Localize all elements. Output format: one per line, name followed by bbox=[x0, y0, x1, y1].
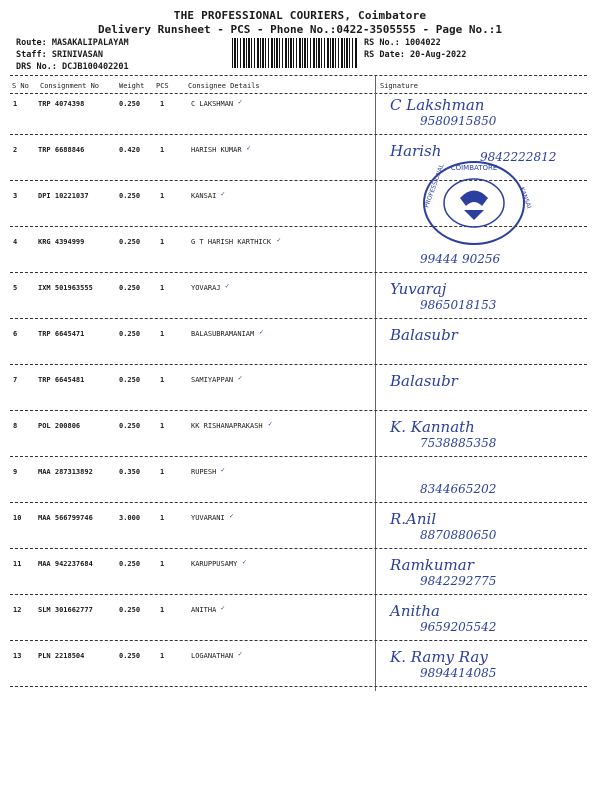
row-separator bbox=[10, 502, 587, 503]
stamp-top-text: COIMBATORE bbox=[450, 164, 498, 172]
row-weight: 3.000 bbox=[119, 514, 141, 522]
row-consignment: DPI 10221037 bbox=[38, 192, 89, 200]
row-sno: 7 bbox=[13, 376, 18, 384]
row-signature: Balasubr bbox=[390, 326, 458, 344]
row-weight: 0.250 bbox=[119, 422, 141, 430]
row-separator bbox=[10, 272, 587, 273]
row-signature: Yuvaraj bbox=[390, 280, 447, 298]
staff-label: Staff: SRINIVASAN bbox=[16, 50, 103, 60]
col-sno: S No bbox=[12, 82, 29, 90]
row-separator bbox=[10, 548, 587, 549]
row-separator bbox=[10, 134, 587, 135]
courier-stamp bbox=[420, 158, 533, 248]
row-separator bbox=[10, 410, 587, 411]
row-pcs: 1 bbox=[160, 422, 165, 430]
row-weight: 0.250 bbox=[119, 284, 141, 292]
check-icon: ✓ bbox=[238, 98, 243, 106]
row-sno: 10 bbox=[13, 514, 22, 522]
col-consignment: Consignment No bbox=[40, 82, 100, 90]
row-consignment: TRP 6688846 bbox=[38, 146, 85, 154]
row-consignment: TRP 6645471 bbox=[38, 330, 85, 338]
row-consignment: TRP 4074398 bbox=[38, 100, 85, 108]
row-consignee: RUPESH bbox=[191, 468, 217, 476]
check-icon: ✓ bbox=[238, 374, 243, 382]
row-consignment: KRG 4394999 bbox=[38, 238, 85, 246]
route-label: Route: MASAKALIPALAYAM bbox=[16, 38, 129, 48]
row-consignee: KANSAI bbox=[191, 192, 217, 200]
row-consignment: PLN 2218504 bbox=[38, 652, 85, 660]
row-weight: 0.250 bbox=[119, 376, 141, 384]
row-sno: 3 bbox=[13, 192, 18, 200]
row-pcs: 1 bbox=[160, 606, 165, 614]
check-icon: ✓ bbox=[229, 512, 234, 520]
row-signature-phone: 9865018153 bbox=[420, 298, 497, 312]
row-consignee: KK RISHANAPRAKASH bbox=[191, 422, 263, 430]
check-icon: ✓ bbox=[246, 144, 251, 152]
check-icon: ✓ bbox=[259, 328, 264, 336]
check-icon: ✓ bbox=[220, 604, 226, 612]
row-sno: 13 bbox=[13, 652, 22, 660]
row-weight: 0.250 bbox=[119, 652, 141, 660]
row-consignee: KARUPPUSAMY bbox=[191, 560, 238, 568]
row-pcs: 1 bbox=[160, 284, 165, 292]
row-signature: Balasubr bbox=[390, 372, 458, 390]
stamp-left-text: PROFESSIONAL bbox=[423, 163, 446, 209]
row-weight: 0.250 bbox=[119, 238, 141, 246]
row-sno: 12 bbox=[13, 606, 22, 614]
row-signature: K. Kannath bbox=[390, 418, 475, 436]
document-subtitle: Delivery Runsheet - PCS - Phone No.:0422-3505555 - Page No.:1 bbox=[98, 23, 502, 36]
row-signature-phone: 99444 90256 bbox=[420, 252, 501, 266]
row-pcs: 1 bbox=[160, 376, 165, 384]
row-signature-phone: 9842292775 bbox=[420, 574, 497, 588]
check-icon: ✓ bbox=[238, 650, 243, 658]
check-icon: ✓ bbox=[276, 236, 281, 244]
row-sno: 1 bbox=[13, 100, 18, 108]
row-signature-phone: 9659205542 bbox=[420, 620, 497, 634]
row-signature-phone: 9842222812 bbox=[480, 150, 557, 164]
row-separator bbox=[10, 640, 587, 641]
col-pcs: PCS bbox=[156, 82, 169, 90]
row-consignment: MAA 566799746 bbox=[38, 514, 93, 522]
row-separator bbox=[10, 456, 587, 457]
rs-number: RS No.: 1004022 bbox=[364, 38, 441, 48]
check-icon: ✓ bbox=[225, 282, 230, 290]
row-consignee: ANITHA bbox=[191, 606, 217, 614]
row-weight: 0.250 bbox=[119, 100, 141, 108]
row-sno: 5 bbox=[13, 284, 18, 292]
row-pcs: 1 bbox=[160, 514, 165, 522]
row-pcs: 1 bbox=[160, 330, 165, 338]
check-icon: ✓ bbox=[268, 420, 273, 428]
barcode bbox=[232, 38, 358, 68]
row-signature-phone: 9580915850 bbox=[420, 114, 497, 128]
row-signature: Harish bbox=[390, 142, 442, 160]
row-signature-phone: 9894414085 bbox=[420, 666, 497, 680]
stamp-right-text: KANSAI bbox=[518, 186, 533, 210]
row-consignee: YOVARAJ bbox=[191, 284, 221, 292]
row-consignment: IXM 501963555 bbox=[38, 284, 93, 292]
row-sno: 4 bbox=[13, 238, 18, 246]
row-signature: Ramkumar bbox=[390, 556, 474, 574]
row-signature: C Lakshman bbox=[390, 96, 485, 114]
row-weight: 0.350 bbox=[119, 468, 141, 476]
row-separator bbox=[10, 364, 587, 365]
col-signature: Signature bbox=[380, 82, 418, 90]
row-sno: 8 bbox=[13, 422, 18, 430]
signature-divider bbox=[375, 76, 376, 691]
row-consignee: SAMIYAPPAN bbox=[191, 376, 234, 384]
row-consignee: G T HARISH KARTHICK bbox=[191, 238, 272, 246]
row-signature: R.Anil bbox=[390, 510, 437, 528]
row-pcs: 1 bbox=[160, 238, 165, 246]
check-icon: ✓ bbox=[242, 558, 247, 566]
row-consignee: HARISH KUMAR bbox=[191, 146, 242, 154]
col-weight: Weight bbox=[119, 82, 145, 90]
row-signature: Anitha bbox=[390, 602, 440, 620]
row-consignment: MAA 287313892 bbox=[38, 468, 93, 476]
row-consignment: POL 200806 bbox=[38, 422, 81, 430]
row-consignee: BALASUBRAMANIAM bbox=[191, 330, 255, 338]
row-signature-phone: 7538885358 bbox=[420, 436, 497, 450]
document-title: THE PROFESSIONAL COURIERS, Coimbatore bbox=[173, 9, 427, 22]
row-pcs: 1 bbox=[160, 146, 165, 154]
row-weight: 0.250 bbox=[119, 330, 141, 338]
row-weight: 0.420 bbox=[119, 146, 141, 154]
row-pcs: 1 bbox=[160, 560, 165, 568]
check-icon: ✓ bbox=[220, 466, 226, 474]
check-icon: ✓ bbox=[220, 190, 226, 198]
rs-date: RS Date: 20-Aug-2022 bbox=[364, 50, 467, 60]
row-sno: 9 bbox=[13, 468, 18, 476]
row-consignment: TRP 6645481 bbox=[38, 376, 85, 384]
row-weight: 0.250 bbox=[119, 560, 141, 568]
row-consignment: SLM 301662777 bbox=[38, 606, 93, 614]
row-pcs: 1 bbox=[160, 192, 165, 200]
row-separator bbox=[10, 686, 587, 687]
row-sno: 6 bbox=[13, 330, 18, 338]
row-signature: K. Ramy Ray bbox=[390, 648, 488, 666]
drs-label: DRS No.: DCJB100402201 bbox=[16, 62, 129, 72]
row-consignee: C LAKSHMAN bbox=[191, 100, 234, 108]
row-pcs: 1 bbox=[160, 468, 165, 476]
row-separator bbox=[10, 594, 587, 595]
row-pcs: 1 bbox=[160, 100, 165, 108]
col-consignee: Consignee Details bbox=[188, 82, 260, 90]
row-signature-phone: 8344665202 bbox=[420, 482, 497, 496]
row-separator bbox=[10, 318, 587, 319]
row-weight: 0.250 bbox=[119, 192, 141, 200]
header-bottom-rule bbox=[10, 93, 587, 94]
header-top-rule bbox=[10, 75, 587, 76]
row-sno: 11 bbox=[13, 560, 22, 568]
row-consignment: MAA 942237684 bbox=[38, 560, 93, 568]
row-signature-phone: 8870880650 bbox=[420, 528, 497, 542]
row-weight: 0.250 bbox=[119, 606, 141, 614]
row-pcs: 1 bbox=[160, 652, 165, 660]
row-sno: 2 bbox=[13, 146, 18, 154]
row-consignee: YUVARANI bbox=[191, 514, 225, 522]
row-consignee: LOGANATHAN bbox=[191, 652, 234, 660]
